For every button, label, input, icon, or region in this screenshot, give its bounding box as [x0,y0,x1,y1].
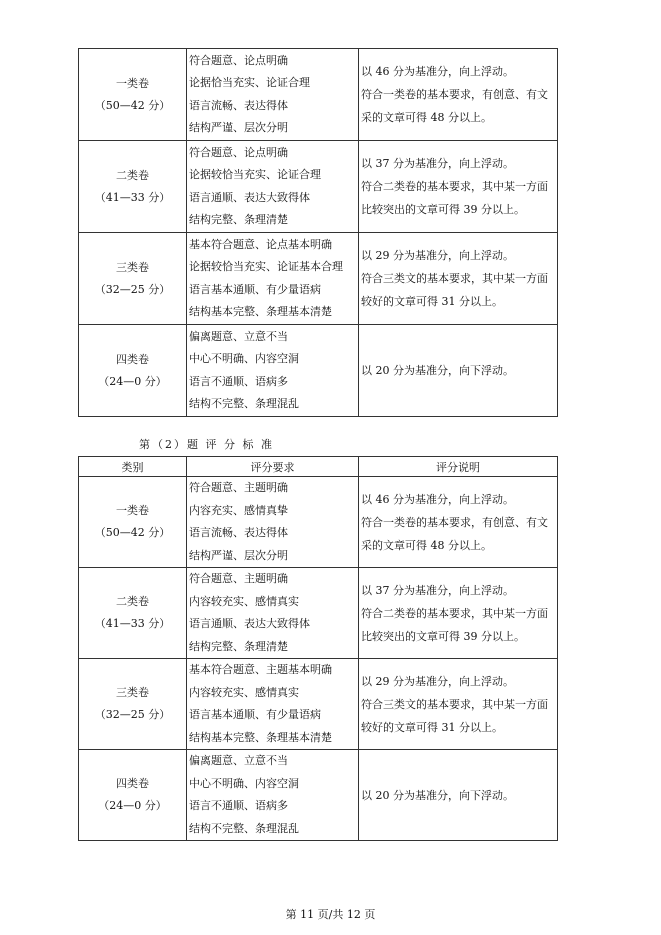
requirement-line: 论据较恰当充实、论证基本合理 [189,260,343,273]
category-range: （41—33 分） [94,617,171,630]
category-range: （24—0 分） [98,374,167,388]
requirements-cell [187,750,359,841]
table-row [79,325,558,417]
requirements-cell [187,49,359,141]
requirement-line: 结构基本完整、条理基本清楚 [189,730,332,744]
category-name: 四类卷 [116,352,149,366]
category-name: 三类卷 [116,260,149,274]
header-category: 类别 [79,457,187,477]
requirement-line: 结构严谨、层次分明 [189,121,288,134]
requirement-line: 结构完整、条理清楚 [189,639,288,653]
category-range: （50—42 分） [94,526,171,539]
table-row [79,568,558,659]
rubric-table-2 [78,456,558,841]
requirement-line: 论据恰当充实、论证合理 [189,76,310,89]
table-row [79,477,558,568]
requirement-line: 语言通顺、表达大致得体 [189,190,310,204]
requirement-line: 基本符合题意、论点基本明确 [189,237,332,251]
requirements-cell [187,233,359,325]
header-requirements: 评分要求 [187,457,359,477]
requirement-line: 符合题意、主题明确 [189,572,288,585]
requirement-line: 内容较充实、感情真实 [189,594,299,608]
category-range: （32—25 分） [94,282,171,296]
note-text: 符合一类卷的基本要求，有创意、有文采的文章可得 48 分以上。 [361,88,548,124]
category-cell [79,750,187,841]
note-text: 符合二类卷的基本要求，其中某一方面比较突出的文章可得 39 分以上。 [361,606,548,643]
category-range: （24—0 分） [98,799,167,812]
requirements-cell [187,659,359,750]
header-notes: 评分说明 [359,457,558,477]
requirements-cell [187,477,359,568]
category-range: （32—25 分） [94,708,171,721]
table-row [79,141,558,233]
requirement-line: 基本符合题意、主题基本明确 [189,663,332,676]
requirement-line: 语言流畅、表达得体 [189,526,288,539]
category-name: 二类卷 [116,595,149,608]
requirement-line: 内容较充实、感情真实 [189,685,299,699]
section-2-title: 第（2）题 评 分 标 准 [139,438,274,451]
category-cell [79,325,187,417]
table-row [79,49,558,141]
requirement-line: 中心不明确、内容空洞 [189,352,299,365]
requirement-line: 语言通顺、表达大致得体 [189,617,310,630]
notes-cell [359,659,558,750]
note-text: 以 37 分为基准分，向上浮动。 [361,583,514,597]
category-name: 一类卷 [116,504,149,517]
notes-cell [359,233,558,325]
table-row [79,659,558,750]
category-range: （41—33 分） [94,190,171,204]
note-text: 以 29 分为基准分，向上浮动。 [361,674,514,688]
notes-cell [359,49,558,141]
requirement-line: 结构基本完整、条理基本清楚 [189,305,332,318]
note-text: 以 46 分为基准分，向上浮动。 [361,492,514,506]
note-text: 以 20 分为基准分，向下浮动。 [361,788,514,802]
requirements-cell [187,325,359,417]
note-text: 符合三类文的基本要求，其中某一方面较好的文章可得 31 分以上。 [361,697,548,734]
requirement-line: 结构不完整、条理混乱 [189,821,299,835]
note-text: 以 29 分为基准分，向上浮动。 [361,249,514,262]
requirement-line: 结构严谨、层次分明 [189,548,288,562]
requirements-cell [187,568,359,659]
category-cell [79,233,187,325]
requirement-line: 语言基本通顺、有少量语病 [189,282,321,296]
requirement-line: 符合题意、论点明确 [189,145,288,159]
requirement-line: 内容充实、感情真挚 [189,503,288,517]
requirement-line: 结构不完整、条理混乱 [189,397,299,410]
requirements-cell [187,141,359,233]
note-text: 以 37 分为基准分，向上浮动。 [361,157,514,170]
notes-cell [359,750,558,841]
table-header-row [79,457,558,477]
category-name: 二类卷 [116,168,149,182]
note-text: 以 20 分为基准分，向下浮动。 [361,364,514,377]
notes-cell [359,568,558,659]
category-cell [79,141,187,233]
category-name: 三类卷 [116,686,149,699]
category-cell [79,659,187,750]
requirement-line: 语言流畅、表达得体 [189,98,288,112]
category-cell [79,568,187,659]
requirement-line: 偏离题意、立意不当 [189,754,288,767]
rubric-table-1 [78,48,558,417]
notes-cell [359,477,558,568]
category-name: 四类卷 [116,777,149,790]
note-text: 以 46 分为基准分，向上浮动。 [361,65,514,78]
requirement-line: 语言基本通顺、有少量语病 [189,708,321,721]
notes-cell [359,141,558,233]
note-text: 符合一类卷的基本要求，有创意、有文采的文章可得 48 分以上。 [361,515,548,552]
category-name: 一类卷 [116,76,149,90]
note-text: 符合二类卷的基本要求，其中某一方面比较突出的文章可得 39 分以上。 [361,180,548,216]
category-cell [79,49,187,141]
requirement-line: 中心不明确、内容空洞 [189,776,299,790]
notes-cell [359,325,558,417]
requirement-line: 符合题意、主题明确 [189,481,288,494]
page-number: 第 11 页/共 12 页 [285,908,376,921]
requirement-line: 符合题意、论点明确 [189,53,288,67]
requirement-line: 偏离题意、立意不当 [189,329,288,343]
requirement-line: 论据较恰当充实、论证合理 [189,168,321,181]
requirement-line: 语言不通顺、语病多 [189,799,288,812]
category-cell [79,477,187,568]
table-row [79,233,558,325]
note-text: 符合三类文的基本要求，其中某一方面较好的文章可得 31 分以上。 [361,272,548,308]
table-row [79,750,558,841]
requirement-line: 语言不通顺、语病多 [189,374,288,388]
category-range: （50—42 分） [94,98,171,112]
requirement-line: 结构完整、条理清楚 [189,213,288,226]
